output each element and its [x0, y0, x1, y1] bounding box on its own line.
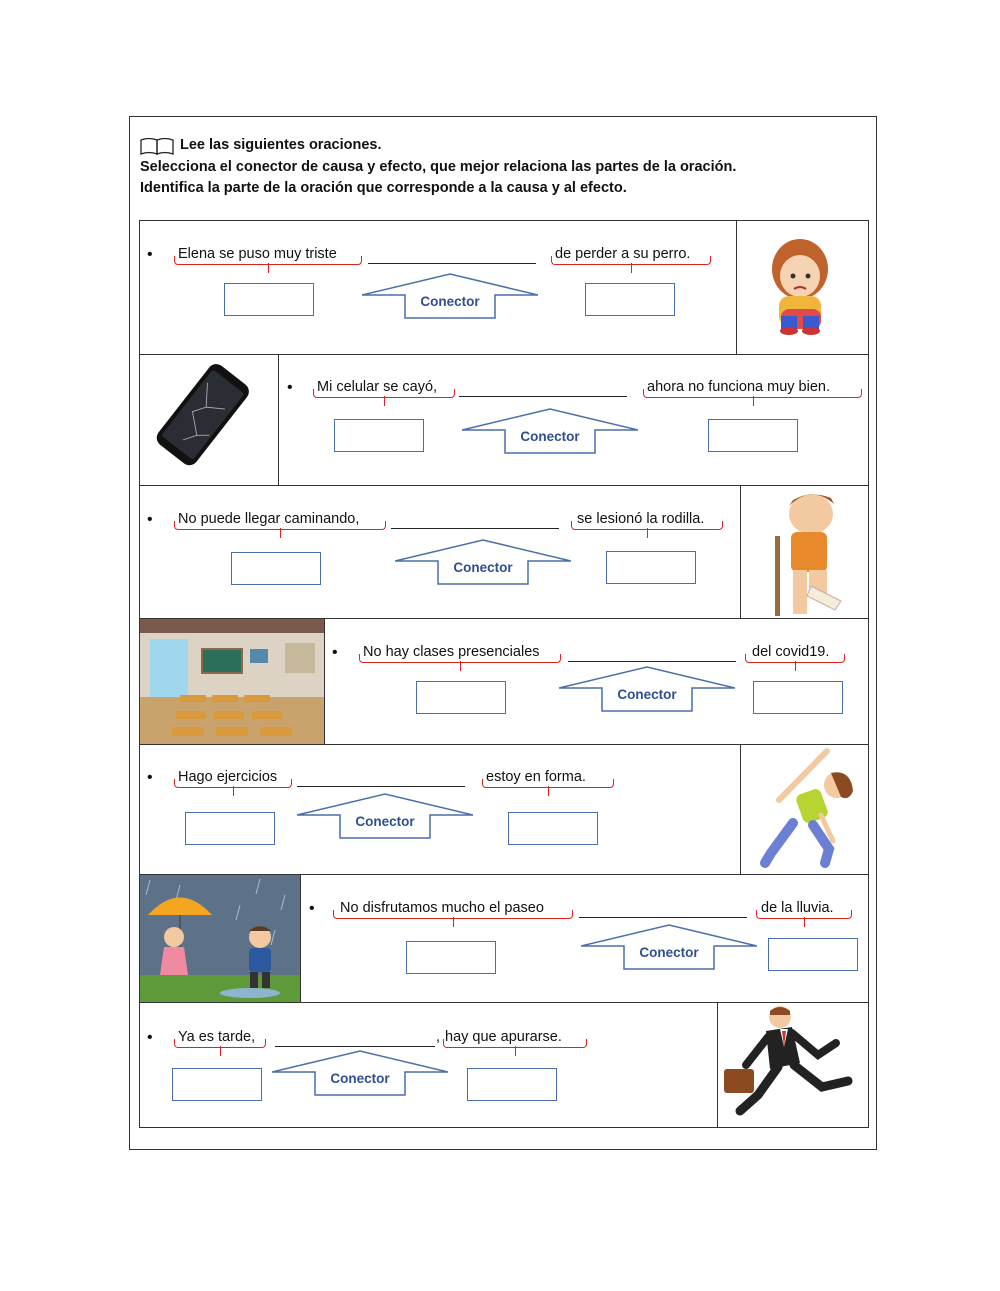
image-woman-stretching — [741, 745, 870, 874]
answer-box-part-2[interactable] — [467, 1068, 557, 1101]
bullet: • — [147, 769, 153, 786]
connector-blank — [579, 917, 747, 918]
image-classroom — [140, 619, 324, 744]
cause-effect-part-1: No disfrutamos mucho el paseo — [340, 900, 544, 916]
bracket — [551, 256, 711, 265]
cause-effect-part-2: estoy en forma. — [486, 769, 586, 785]
divider — [324, 619, 325, 744]
connector-drop-target[interactable] — [462, 408, 638, 454]
blank-comma: , — [436, 1029, 441, 1045]
connector-label: Conector — [520, 429, 580, 444]
connector-drop-target[interactable] — [272, 1050, 448, 1096]
bullet: • — [287, 379, 293, 396]
connector-blank — [391, 528, 559, 529]
bracket — [174, 521, 386, 530]
connector-label: Conector — [617, 687, 677, 702]
answer-box-part-1[interactable] — [224, 283, 314, 316]
cause-effect-part-1: Hago ejercicios — [178, 769, 278, 785]
image-boy-with-crutch — [741, 486, 870, 618]
cause-effect-part-2: se lesionó la rodilla. — [577, 511, 705, 527]
connector-label: Conector — [453, 560, 513, 575]
image-broken-phone — [140, 355, 278, 485]
cause-effect-part-1: Elena se puso muy triste — [178, 246, 337, 262]
connector-label: Conector — [420, 294, 480, 309]
bullet: • — [332, 644, 338, 661]
instructions — [140, 135, 736, 200]
exercise-row-5 — [139, 744, 869, 875]
connector-drop-target[interactable] — [395, 539, 571, 585]
answer-box-part-2[interactable] — [606, 551, 696, 584]
bullet: • — [147, 246, 153, 263]
bracket — [359, 654, 561, 663]
answer-box-part-1[interactable] — [185, 812, 275, 845]
bracket — [443, 1039, 587, 1048]
cause-effect-part-2: de perder a su perro. — [555, 246, 691, 262]
cause-effect-part-2: de la lluvia. — [761, 900, 834, 916]
bracket — [571, 521, 723, 530]
exercise-row-4 — [139, 618, 869, 745]
cause-effect-part-1: Ya es tarde, — [178, 1029, 256, 1045]
bullet: • — [147, 1029, 153, 1046]
answer-box-part-1[interactable] — [231, 552, 321, 585]
connector-drop-target[interactable] — [362, 273, 538, 319]
image-running-businessman — [718, 1003, 870, 1127]
cause-effect-part-1: Mi celular se cayó, — [317, 379, 438, 395]
bracket — [482, 779, 614, 788]
answer-box-part-2[interactable] — [508, 812, 598, 845]
cause-effect-part-1: No puede llegar caminando, — [178, 511, 360, 527]
bracket — [333, 910, 573, 919]
connector-drop-target[interactable] — [297, 793, 473, 839]
bracket — [313, 389, 455, 398]
connector-blank — [275, 1046, 435, 1047]
exercise-row-6 — [139, 874, 869, 1003]
cause-effect-part-2: hay que apurarse. — [445, 1029, 562, 1045]
connector-blank — [297, 786, 465, 787]
connector-label: Conector — [639, 945, 699, 960]
connector-blank — [368, 263, 536, 264]
divider — [278, 355, 279, 485]
image-sad-girl — [737, 221, 870, 354]
bullet: • — [309, 900, 315, 917]
divider — [300, 875, 301, 1002]
open-book-icon — [140, 137, 174, 155]
answer-box-part-1[interactable] — [172, 1068, 262, 1101]
cause-effect-part-1: No hay clases presenciales — [363, 644, 540, 660]
exercise-row-7 — [139, 1002, 869, 1128]
connector-label: Conector — [355, 814, 415, 829]
bracket — [643, 389, 862, 398]
exercise-row-1 — [139, 220, 869, 355]
bullet: • — [147, 511, 153, 528]
image-kids-in-rain — [140, 875, 300, 1002]
answer-box-part-2[interactable] — [768, 938, 858, 971]
bracket — [745, 654, 845, 663]
instruction-identify: Identifica la parte de la oración que corresponde a la causa y al efecto. — [140, 180, 627, 196]
answer-box-part-2[interactable] — [753, 681, 843, 714]
bracket — [756, 910, 852, 919]
connector-blank — [459, 396, 627, 397]
answer-box-part-1[interactable] — [406, 941, 496, 974]
answer-box-part-2[interactable] — [708, 419, 798, 452]
cause-effect-part-2: del covid19. — [752, 644, 830, 660]
instruction-select: Selecciona el conector de causa y efecto, que mejor relaciona las partes de la oración. — [140, 158, 737, 175]
cause-effect-part-2: ahora no funciona muy bien. — [647, 379, 830, 395]
connector-blank — [568, 661, 736, 662]
connector-drop-target[interactable] — [581, 924, 757, 970]
bracket — [174, 256, 362, 265]
instruction-read: Lee las siguientes oraciones. — [180, 137, 382, 153]
exercise-row-3 — [139, 485, 869, 619]
answer-box-part-1[interactable] — [416, 681, 506, 714]
bracket — [174, 1039, 266, 1048]
bracket — [174, 779, 292, 788]
connector-drop-target[interactable] — [559, 666, 735, 712]
connector-label: Conector — [330, 1071, 390, 1086]
answer-box-part-1[interactable] — [334, 419, 424, 452]
answer-box-part-2[interactable] — [585, 283, 675, 316]
exercise-row-2 — [139, 354, 869, 486]
